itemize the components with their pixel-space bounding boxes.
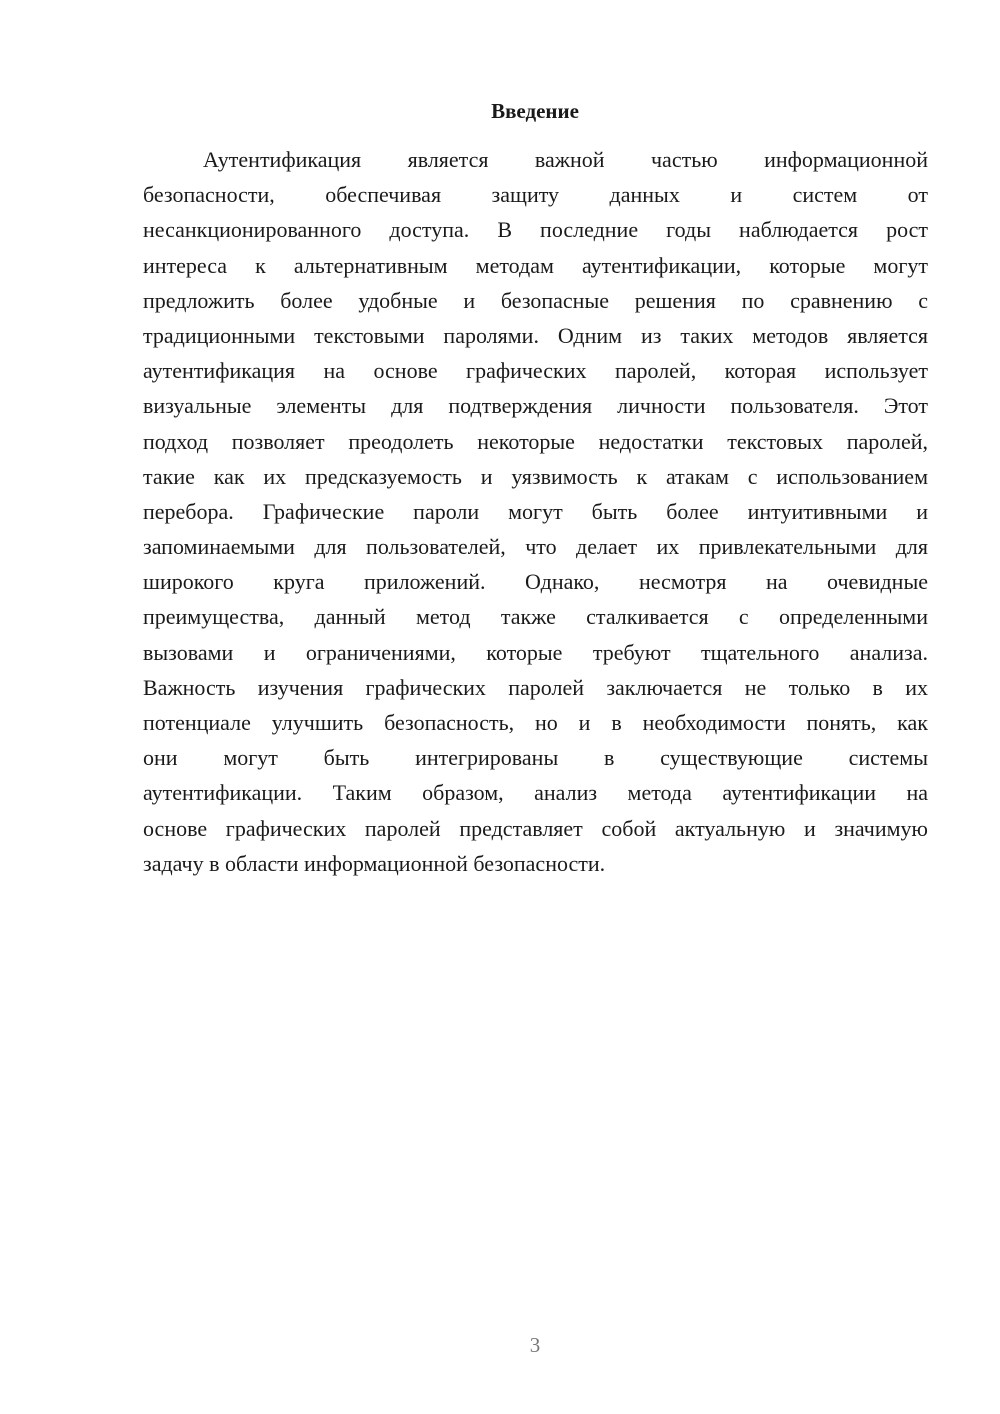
text-line: визуальные элементы для подтверждения личности пользователя. Этот (143, 393, 928, 419)
text-line: перебора. Графические пароли могут быть более интуитивными и (143, 498, 928, 524)
text-line: они могут быть интегрированы в существующие системы (143, 745, 928, 771)
text-line: аутентификация на основе графических паролей, которая использует (143, 358, 928, 384)
text-line: безопасности, обеспечивая защиту данных и систем от (143, 182, 928, 208)
text-line: традиционными текстовыми паролями. Одним из таких методов является (143, 322, 928, 348)
paragraph (143, 142, 928, 881)
text-line: потенциале улучшить безопасность, но и в необходимости понять, как (143, 710, 928, 735)
text-line: предложить более удобные и безопасные решения по сравнению с (143, 287, 928, 313)
text-line: подход позволяет преодолеть некоторые недостатки текстовых паролей, (143, 428, 928, 454)
text-line: Аутентификация является важной частью информационной (203, 147, 928, 172)
page-number: 3 (529, 1333, 541, 1357)
text-line: интереса к альтернативным методам аутентификации, которые могут (143, 252, 928, 278)
text-line: аутентификации. Таким образом, анализ метода аутентификации на (143, 780, 928, 806)
section-heading: Введение (491, 99, 579, 123)
text-line: такие как их предсказуемость и уязвимость к атакам с использованием (143, 463, 928, 489)
text-line: Важность изучения графических паролей заключается не только в их (143, 674, 928, 700)
text-line: вызовами и ограничениями, которые требуют тщательного анализа. (143, 639, 928, 665)
text-line: запоминаемыми для пользователей, что делает их привлекательными для (143, 534, 928, 560)
text-line: задачу в области информационной безопасности. (143, 850, 606, 876)
text-line: основе графических паролей представляет собой актуальную и значимую (143, 815, 928, 841)
text-line: преимущества, данный метод также сталкивается с определенными (143, 604, 928, 630)
text-line: широкого круга приложений. Однако, несмотря на очевидные (143, 569, 928, 595)
text-line: несанкционированного доступа. В последние годы наблюдается рост (143, 217, 928, 243)
